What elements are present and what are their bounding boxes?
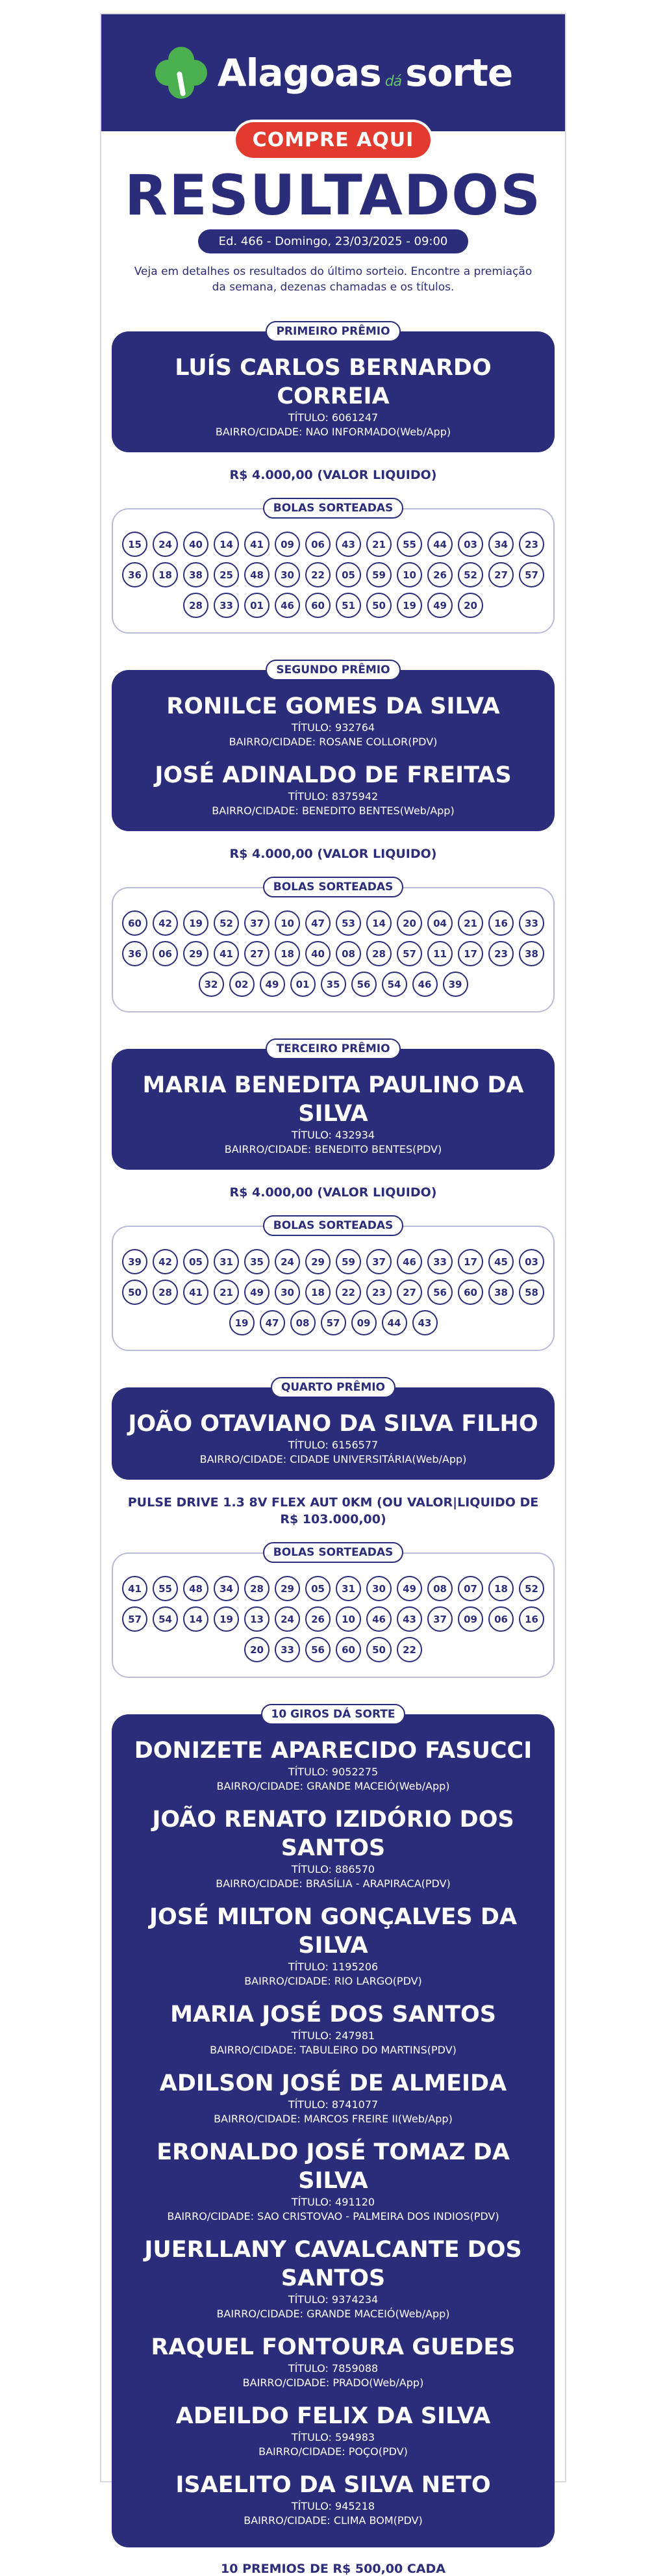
ball: 57 [397, 941, 422, 966]
section-label: 10 GIROS DÁ SORTE [261, 1704, 406, 1725]
prize-value: R$ 4.000,00 (VALOR LIQUIDO) [229, 847, 437, 861]
ball: 29 [305, 1249, 331, 1274]
ball: 43 [412, 1310, 438, 1335]
ball: 01 [244, 593, 270, 618]
ball: 27 [397, 1280, 422, 1305]
ball: 27 [488, 562, 514, 587]
winner-bairro: BAIRRO/CIDADE: GRANDE MACEIÓ(Web/App) [216, 2308, 450, 2320]
winner-name: JOSÉ MILTON GONÇALVES DA SILVA [149, 1904, 518, 1959]
ball: 49 [427, 593, 453, 618]
winner-bairro: BAIRRO/CIDADE: RIO LARGO(PDV) [244, 1975, 422, 1987]
ball: 36 [122, 562, 147, 587]
ball: 44 [427, 532, 453, 557]
ball: 33 [427, 1249, 453, 1274]
ball: 29 [275, 1576, 300, 1601]
drawn-balls [112, 508, 555, 634]
winner-titulo: TÍTULO: 945218 [291, 2500, 375, 2512]
ball: 01 [290, 972, 316, 997]
ball: 22 [336, 1280, 361, 1305]
winner-entry [125, 354, 542, 439]
winner-name: LUÍS CARLOS BERNARDO CORREIA [175, 355, 492, 409]
ball-row [183, 593, 483, 618]
winner-name: MARIA BENEDITA PAULINO DA SILVA [142, 1072, 524, 1127]
ball: 25 [214, 562, 239, 587]
ball: 30 [366, 1576, 392, 1601]
drawn-balls [112, 1226, 555, 1351]
clover-icon [154, 45, 208, 100]
ball: 06 [153, 941, 178, 966]
winner-entry [125, 1410, 542, 1467]
winner-bairro: BAIRRO/CIDADE: CIDADE UNIVERSITÁRIA(Web/App) [199, 1453, 467, 1465]
ball: 38 [183, 562, 208, 587]
ball-row [122, 910, 544, 936]
ball: 23 [366, 1280, 392, 1305]
prize-value: R$ 4.000,00 (VALOR LIQUIDO) [229, 1185, 437, 1200]
ball: 33 [214, 593, 239, 618]
winner-card [112, 1714, 555, 2547]
winner-titulo: TÍTULO: 491120 [291, 2196, 375, 2208]
ball: 50 [122, 1280, 147, 1305]
ball: 46 [397, 1249, 422, 1274]
ball: 42 [153, 910, 178, 936]
ball: 60 [336, 1637, 361, 1662]
ball: 20 [244, 1637, 270, 1662]
ball: 41 [183, 1280, 208, 1305]
ball: 37 [244, 910, 270, 936]
ball: 21 [214, 1280, 239, 1305]
winner-card [112, 331, 555, 452]
ball: 30 [275, 562, 300, 587]
ball: 29 [183, 941, 208, 966]
ball: 18 [488, 1576, 514, 1601]
ball: 50 [366, 593, 392, 618]
ball: 39 [122, 1249, 147, 1274]
balls-label: BOLAS SORTEADAS [263, 1215, 403, 1236]
prize-value: 10 PREMIOS DE R$ 500,00 CADA [221, 2562, 445, 2576]
prize-value: R$ 4.000,00 (VALOR LIQUIDO) [229, 468, 437, 482]
ball: 47 [260, 1310, 285, 1335]
winner-titulo: TÍTULO: 9052275 [288, 1766, 379, 1778]
ball: 47 [305, 910, 331, 936]
ball: 40 [183, 532, 208, 557]
winner-entry [125, 692, 542, 749]
ball: 20 [397, 910, 422, 936]
winner-bairro: BAIRRO/CIDADE: TABULEIRO DO MARTINS(PDV) [210, 2044, 457, 2056]
winner-bairro: BAIRRO/CIDADE: CLIMA BOM(PDV) [244, 2514, 423, 2527]
ball: 19 [229, 1310, 255, 1335]
ball-row [122, 1606, 544, 1632]
balls-label: BOLAS SORTEADAS [263, 877, 403, 897]
ball: 41 [244, 532, 270, 557]
ball: 33 [275, 1637, 300, 1662]
ball: 22 [305, 562, 331, 587]
ball: 18 [153, 562, 178, 587]
section-label: SEGUNDO PRÊMIO [266, 660, 400, 680]
ball: 56 [305, 1637, 331, 1662]
edition-badge: Ed. 466 - Domingo, 23/03/2025 - 09:00 [198, 229, 469, 253]
winner-titulo: TÍTULO: 247981 [291, 2029, 375, 2042]
ball: 08 [427, 1576, 453, 1601]
ball: 43 [397, 1606, 422, 1632]
ball: 18 [275, 941, 300, 966]
ball: 42 [153, 1249, 178, 1274]
winner-name: JOÃO OTAVIANO DA SILVA FILHO [128, 1411, 538, 1437]
ball-row [122, 941, 544, 966]
winner-entry [125, 2235, 542, 2321]
ball: 09 [275, 532, 300, 557]
ball: 17 [458, 941, 483, 966]
ball: 50 [366, 1637, 392, 1662]
ball-row [122, 532, 544, 557]
ball: 02 [229, 972, 255, 997]
winner-bairro: BAIRRO/CIDADE: SAO CRISTOVAO - PALMEIRA DOS INDIOS(PDV) [167, 2210, 499, 2222]
winner-entry [125, 2402, 542, 2459]
ball: 56 [351, 972, 377, 997]
ball: 10 [397, 562, 422, 587]
winner-name: ERONALDO JOSÉ TOMAZ DA SILVA [157, 2139, 510, 2194]
winner-name: RAQUEL FONTOURA GUEDES [151, 2334, 516, 2360]
ball: 15 [122, 532, 147, 557]
ball: 04 [427, 910, 453, 936]
ball: 57 [122, 1606, 147, 1632]
ball: 54 [153, 1606, 178, 1632]
winner-titulo: TÍTULO: 9374234 [288, 2293, 379, 2306]
ball: 10 [336, 1606, 361, 1632]
ball: 44 [382, 1310, 407, 1335]
ball: 60 [305, 593, 331, 618]
winner-card [112, 1049, 555, 1170]
ball: 07 [458, 1576, 483, 1601]
winner-entry [125, 2069, 542, 2126]
ball: 37 [366, 1249, 392, 1274]
ball: 19 [214, 1606, 239, 1632]
winner-titulo: TÍTULO: 886570 [291, 1863, 375, 1875]
ball: 49 [244, 1280, 270, 1305]
ball: 31 [336, 1576, 361, 1601]
header [101, 14, 565, 131]
ball: 20 [458, 593, 483, 618]
winner-bairro: BAIRRO/CIDADE: BENEDITO BENTES(Web/App) [212, 805, 455, 817]
ball: 59 [336, 1249, 361, 1274]
ball: 28 [153, 1280, 178, 1305]
ball: 52 [519, 1576, 544, 1601]
logo[interactable] [154, 45, 512, 100]
winner-bairro: BAIRRO/CIDADE: BENEDITO BENTES(PDV) [224, 1143, 442, 1155]
ball: 58 [519, 1280, 544, 1305]
ball: 03 [519, 1249, 544, 1274]
ball: 26 [427, 562, 453, 587]
ball: 49 [260, 972, 285, 997]
prize-value: PULSE DRIVE 1.3 8V FLEX AUT 0KM (OU VALOR|LIQUIDO DE R$ 103.000,00) [127, 1495, 539, 1526]
winner-bairro: BAIRRO/CIDADE: NAO INFORMADO(Web/App) [215, 426, 451, 438]
ball: 14 [183, 1606, 208, 1632]
ball: 60 [458, 1280, 483, 1305]
ball: 28 [244, 1576, 270, 1601]
ball: 16 [488, 910, 514, 936]
winner-entry [125, 761, 542, 818]
ball: 49 [397, 1576, 422, 1601]
winner-titulo: TÍTULO: 8375942 [288, 790, 379, 803]
ball: 41 [214, 941, 239, 966]
winner-name: ISAELITO DA SILVA NETO [175, 2472, 491, 2498]
winner-name: JUERLLANY CAVALCANTE DOS SANTOS [144, 2237, 522, 2291]
ball: 06 [305, 532, 331, 557]
ball: 39 [443, 972, 468, 997]
ball-row [244, 1637, 422, 1662]
winner-card [112, 1387, 555, 1480]
ball: 08 [336, 941, 361, 966]
ball: 53 [336, 910, 361, 936]
ball: 32 [199, 972, 224, 997]
ball: 14 [366, 910, 392, 936]
ball: 22 [397, 1637, 422, 1662]
ball: 37 [427, 1606, 453, 1632]
buy-now-button[interactable]: COMPRE AQUI [236, 122, 431, 158]
winner-titulo: TÍTULO: 594983 [291, 2431, 375, 2443]
winner-titulo: TÍTULO: 8741077 [288, 2098, 379, 2111]
ball: 10 [275, 910, 300, 936]
ball: 56 [427, 1280, 453, 1305]
intro-text: Veja em detalhes os resultados do último sorteio. Encontre a premiação da semana, dezenas chamadas e os títulos. [134, 265, 533, 294]
ball: 06 [488, 1606, 514, 1632]
ball: 34 [214, 1576, 239, 1601]
ball: 51 [336, 593, 361, 618]
balls-label: BOLAS SORTEADAS [263, 1542, 403, 1563]
ball: 30 [275, 1280, 300, 1305]
ball: 60 [122, 910, 147, 936]
winner-bairro: BAIRRO/CIDADE: POÇO(PDV) [258, 2445, 408, 2458]
ball: 54 [382, 972, 407, 997]
ball: 57 [519, 562, 544, 587]
ball: 28 [183, 593, 208, 618]
ball: 24 [275, 1249, 300, 1274]
ball: 09 [458, 1606, 483, 1632]
ball: 48 [183, 1576, 208, 1601]
winner-name: RONILCE GOMES DA SILVA [166, 693, 500, 719]
ball: 38 [519, 941, 544, 966]
section-label: PRIMEIRO PRÊMIO [266, 321, 400, 342]
ball: 24 [275, 1606, 300, 1632]
ball: 59 [366, 562, 392, 587]
ball: 52 [458, 562, 483, 587]
winner-entry [125, 2000, 542, 2057]
winner-entry [125, 2471, 542, 2528]
ball: 43 [336, 532, 361, 557]
ball: 34 [488, 532, 514, 557]
ball: 16 [519, 1606, 544, 1632]
ball: 46 [275, 593, 300, 618]
logo-text: Alagoas dá sorte [217, 51, 513, 95]
ball: 05 [336, 562, 361, 587]
winner-bairro: BAIRRO/CIDADE: PRADO(Web/App) [242, 2376, 424, 2389]
ball: 05 [183, 1249, 208, 1274]
winner-entry [125, 1805, 542, 1891]
ball: 09 [351, 1310, 377, 1335]
ball-row [229, 1310, 438, 1335]
ball: 03 [458, 532, 483, 557]
ball: 38 [488, 1280, 514, 1305]
ball: 35 [244, 1249, 270, 1274]
winner-entry [125, 2138, 542, 2224]
ball: 19 [397, 593, 422, 618]
ball: 55 [397, 532, 422, 557]
winner-bairro: BAIRRO/CIDADE: GRANDE MACEIÓ(Web/App) [216, 1780, 450, 1792]
ball-row [122, 562, 544, 587]
drawn-balls [112, 1552, 555, 1678]
balls-label: BOLAS SORTEADAS [263, 498, 403, 519]
ball: 13 [244, 1606, 270, 1632]
winner-titulo: TÍTULO: 932764 [291, 721, 375, 734]
winner-name: ADEILDO FELIX DA SILVA [175, 2403, 491, 2429]
ball: 26 [305, 1606, 331, 1632]
results-page [100, 13, 566, 2576]
winner-entry [125, 2333, 542, 2390]
ball-row [122, 1249, 544, 1274]
ball: 05 [305, 1576, 331, 1601]
ball: 33 [519, 910, 544, 936]
winner-titulo: TÍTULO: 7859088 [288, 2362, 379, 2375]
ball: 08 [290, 1310, 316, 1335]
winner-entry [125, 1903, 542, 1989]
ball-row [122, 1280, 544, 1305]
ball-row [199, 972, 468, 997]
ball: 48 [244, 562, 270, 587]
drawn-balls [112, 887, 555, 1012]
ball: 28 [366, 941, 392, 966]
winner-bairro: BAIRRO/CIDADE: MARCOS FREIRE II(Web/App) [214, 2113, 453, 2125]
winner-name: JOSÉ ADINALDO DE FREITAS [155, 762, 512, 788]
ball: 14 [214, 532, 239, 557]
winner-bairro: BAIRRO/CIDADE: ROSANE COLLOR(PDV) [229, 736, 438, 748]
winner-entry [125, 1071, 542, 1157]
ball: 11 [427, 941, 453, 966]
ball: 24 [153, 532, 178, 557]
winner-name: DONIZETE APARECIDO FASUCCI [134, 1738, 533, 1764]
winner-bairro: BAIRRO/CIDADE: BRASÍLIA - ARAPIRACA(PDV) [216, 1877, 451, 1890]
ball: 27 [244, 941, 270, 966]
ball: 23 [488, 941, 514, 966]
ball: 45 [488, 1249, 514, 1274]
winner-titulo: TÍTULO: 6061247 [288, 411, 379, 424]
ball: 46 [366, 1606, 392, 1632]
winner-titulo: TÍTULO: 432934 [291, 1129, 375, 1141]
ball: 23 [519, 532, 544, 557]
winner-titulo: TÍTULO: 6156577 [288, 1439, 379, 1451]
ball: 55 [153, 1576, 178, 1601]
winner-card [112, 670, 555, 831]
ball: 31 [214, 1249, 239, 1274]
ball: 40 [305, 941, 331, 966]
ball: 18 [305, 1280, 331, 1305]
ball: 17 [458, 1249, 483, 1274]
ball: 46 [412, 972, 438, 997]
ball-row [122, 1576, 544, 1601]
ball: 57 [321, 1310, 346, 1335]
ball: 52 [214, 910, 239, 936]
ball: 21 [458, 910, 483, 936]
section-label: TERCEIRO PRÊMIO [266, 1038, 400, 1059]
ball: 21 [366, 532, 392, 557]
winner-name: MARIA JOSÉ DOS SANTOS [170, 2002, 496, 2028]
winner-entry [125, 1736, 542, 1794]
ball: 41 [122, 1576, 147, 1601]
page-title: RESULTADOS [124, 163, 542, 228]
section-label: QUARTO PRÊMIO [271, 1377, 395, 1398]
winner-name: JOÃO RENATO IZIDÓRIO DOS SANTOS [152, 1807, 514, 1861]
ball: 36 [122, 941, 147, 966]
winner-name: ADILSON JOSÉ DE ALMEIDA [159, 2070, 507, 2096]
winner-titulo: TÍTULO: 1195206 [288, 1961, 379, 1973]
ball: 35 [321, 972, 346, 997]
ball: 19 [183, 910, 208, 936]
